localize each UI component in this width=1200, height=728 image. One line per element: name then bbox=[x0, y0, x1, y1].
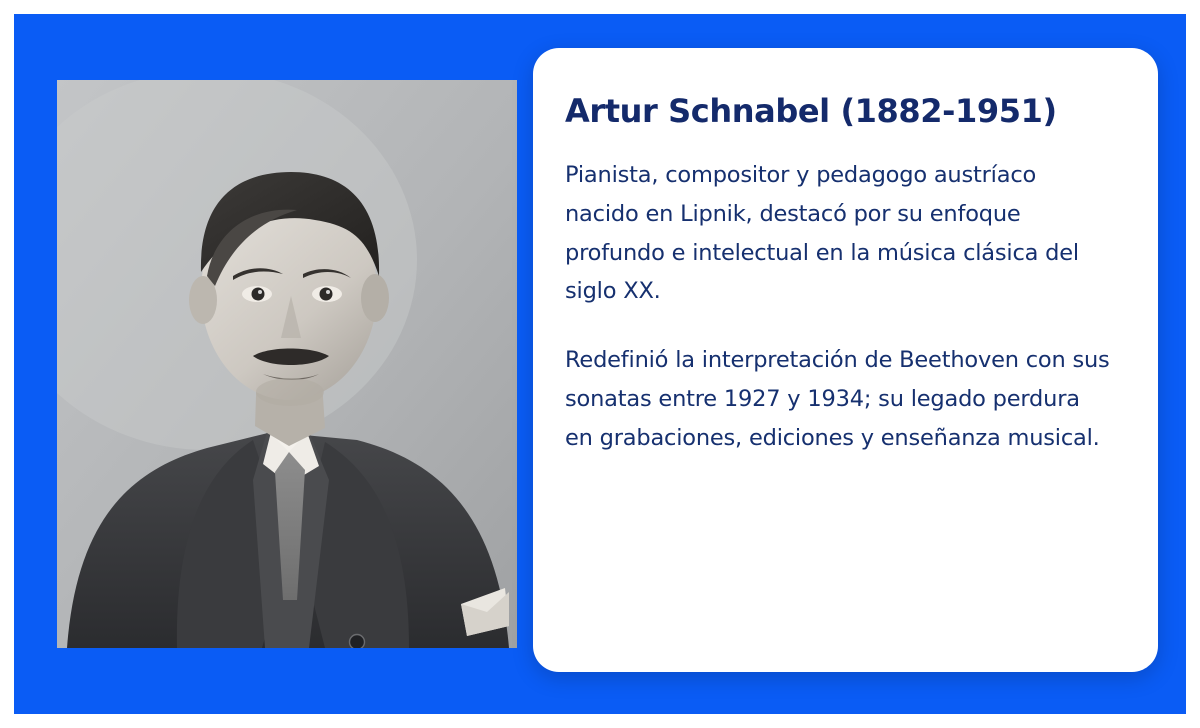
portrait-photo bbox=[57, 80, 517, 648]
page-title: Artur Schnabel (1882-1951) bbox=[565, 92, 1057, 130]
bio-paragraph-2: Redefinió la interpretación de Beethoven con sus sonatas entre 1927 y 1934; su legado perdura en grabaciones, ediciones y enseñanza musical. bbox=[565, 347, 1110, 451]
info-card bbox=[533, 48, 1158, 672]
bio-paragraph-1: Pianista, compositor y pedagogo austríaco nacido en Lipnik, destacó por su enfoque profundo e intelectual en la música clásica del siglo XX. bbox=[565, 162, 1079, 305]
portrait-frame bbox=[57, 80, 517, 648]
